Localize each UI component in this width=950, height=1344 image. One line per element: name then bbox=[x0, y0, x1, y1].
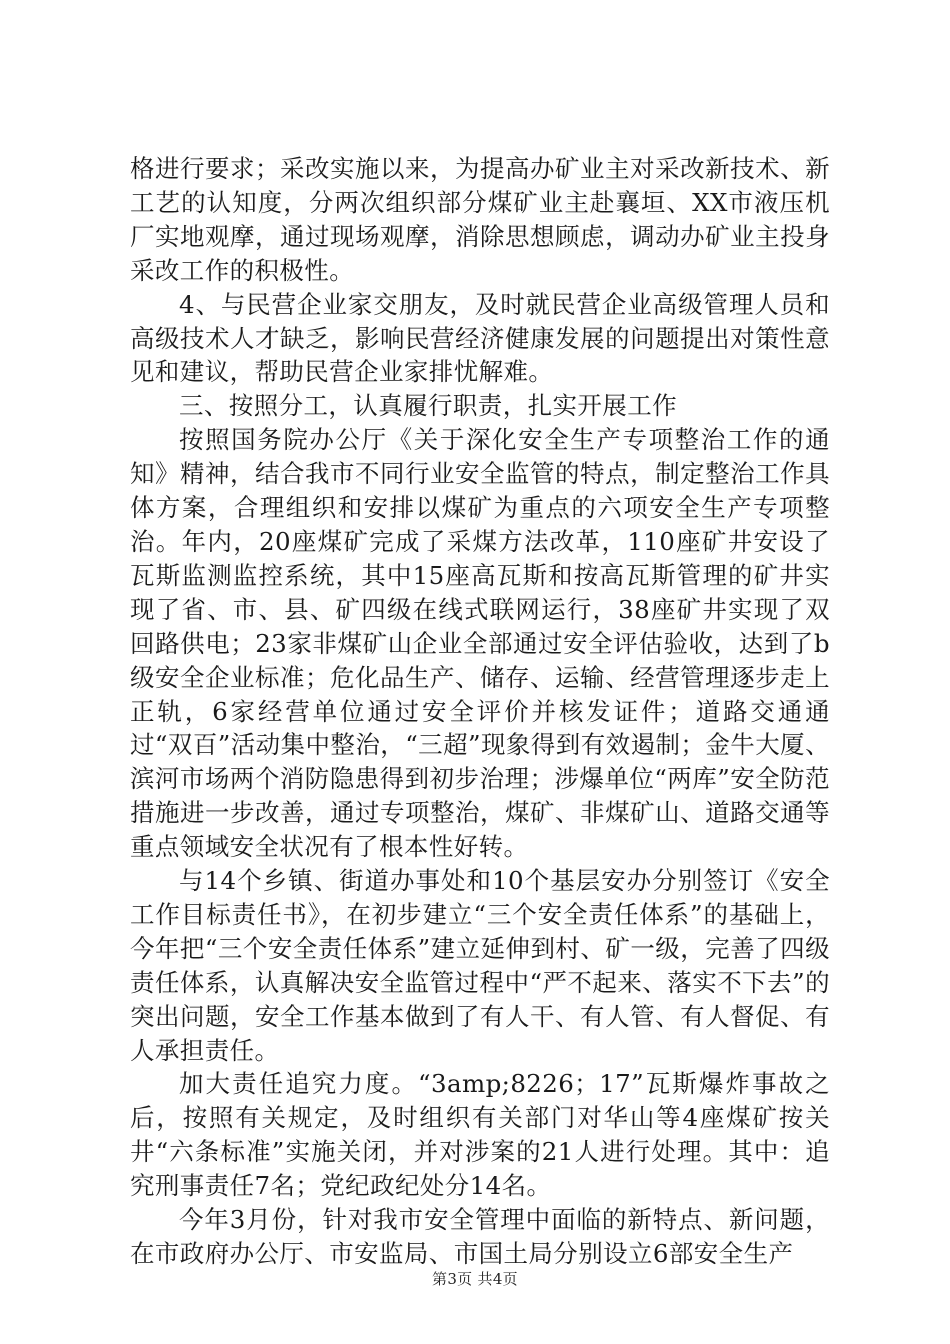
paragraph-1: 格进行要求；采改实施以来，为提高办矿业主对采改新技术、新工艺的认知度，分两次组织部分煤矿业主赴襄垣、XX市液压机厂实地观摩，通过现场观摩，消除思想顾虑，调动办矿业主投身采改工作的积极性。 bbox=[130, 154, 830, 285]
paragraph-6: 今年3月份，针对我市安全管理中面临的新特点、新问题，在市政府办公厅、市安监局、市国土局分别设立6部安全生产 bbox=[130, 1205, 830, 1268]
document-body bbox=[130, 152, 830, 1271]
paragraph-5: 加大责任追究力度。“3amp;8226；17”瓦斯爆炸事故之后，按照有关规定，及时组织有关部门对华山等4座煤矿按关井“六条标准”实施关闭，并对涉案的21人进行处理。其中：追究刑事责任7名；党纪政纪处分14名。 bbox=[130, 1069, 830, 1201]
page-footer: 第3页 共4页 bbox=[432, 1270, 518, 1288]
paragraph-3: 按照国务院办公厅《关于深化安全生产专项整治工作的通知》精神，结合我市不同行业安全监管的特点，制定整治工作具体方案，合理组织和安排以煤矿为重点的六项安全生产专项整治。年内，20座煤矿完成了采煤方法改革，110座矿井安设了瓦斯监测监控系统，其中15座高瓦斯和按高瓦斯管理的矿井实现了省、市、县、矿四级在线式联网运行，38座矿井实现了双回路供电；23家非煤矿山企业全部通过安全评估验收，达到了b级安全企业标准；危化品生产、储存、运输、经营管理逐步走上正轨，6家经营单位通过安全评价并核发证件；道路交通通过“双百”活动集中整治，“三超”现象得到有效遏制；金牛大厦、滨河市场两个消防隐患得到初步治理；涉爆单位“两库”安全防范措施进一步改善，通过专项整治，煤矿、非煤矿山、道路交通等重点领域安全状况有了根本性好转。 bbox=[130, 425, 830, 862]
paragraph-2: 4、与民营企业家交朋友，及时就民营企业高级管理人员和高级技术人才缺乏，影响民营经济健康发展的问题提出对策性意见和建议，帮助民营企业家排忧解难。 bbox=[130, 289, 830, 387]
paragraph-4: 与14个乡镇、街道办事处和10个基层安办分别签订《安全工作目标责任书》，在初步建立“三个安全责任体系”的基础上，今年把“三个安全责任体系”建立延伸到村、矿一级，完善了四级责任体系，认真解决安全监管过程中“严不起来、落实不下去”的突出问题，安全工作基本做到了有人干、有人管、有人督促、有人承担责任。 bbox=[130, 866, 830, 1065]
section-heading: 三、按照分工，认真履行职责，扎实开展工作 bbox=[179, 391, 677, 421]
